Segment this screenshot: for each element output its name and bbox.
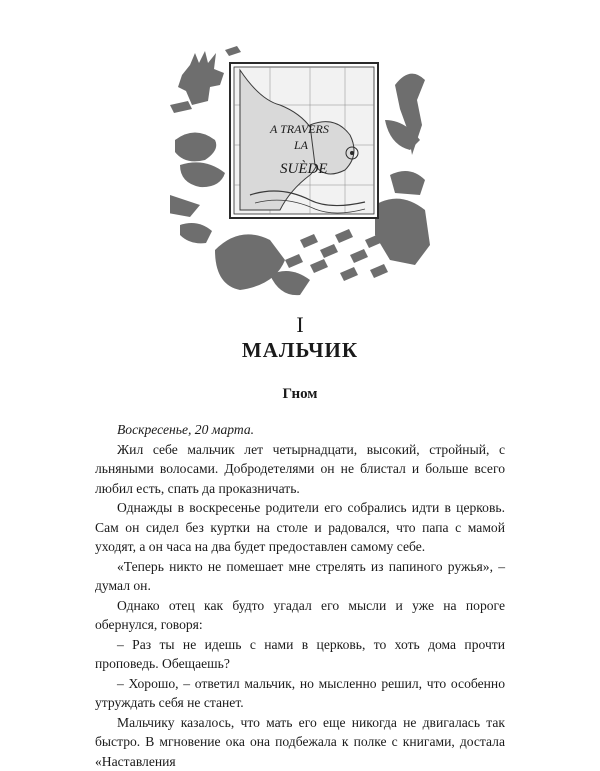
paragraph-dialogue: – Хорошо, – ответил мальчик, но мысленно решил, что особенно утруждать себя не станет. — [95, 674, 505, 713]
chapter-illustration — [170, 45, 435, 300]
paragraph: «Теперь никто не помешает мне стрелять из папиного ружья», – думал он. — [95, 557, 505, 596]
paragraph: Жил себе мальчик лет четырнадцати, высокий, стройный, с льняными волосами. Добродетелями он не блистал и больше всего любил есть, спать да проказничать. — [95, 440, 505, 499]
map-label-line2: LA — [293, 138, 309, 152]
animals-map-illustration — [170, 45, 435, 300]
paragraph-dialogue: – Раз ты не идешь с нами в церковь, то хоть дома прочти проповедь. Обещаешь? — [95, 635, 505, 674]
map-label-line3: SUÈDE — [280, 160, 328, 177]
paragraph-date: Воскресенье, 20 марта. — [95, 420, 505, 440]
paragraph: Мальчику казалось, что мать его еще никогда не двигалась так быстро. В мгновение ока она подбежала к полке с книгами, достала «Наставления — [95, 713, 505, 771]
paragraph: Однако отец как будто угадал его мысли и уже на пороге обернулся, говоря: — [95, 596, 505, 635]
paragraph: Однажды в воскресенье родители его собрались идти в церковь. Сам он сидел без куртки на столе и радовался, что папа с мамой уходят, а он часа на два будет предоставлен самому себе. — [95, 498, 505, 557]
chapter-title: МАЛЬЧИК — [0, 338, 600, 363]
body-text — [95, 420, 505, 771]
map-label-line1: A TRAVERS — [269, 122, 329, 136]
chapter-number: I — [0, 312, 600, 338]
section-title: Гном — [0, 386, 600, 403]
